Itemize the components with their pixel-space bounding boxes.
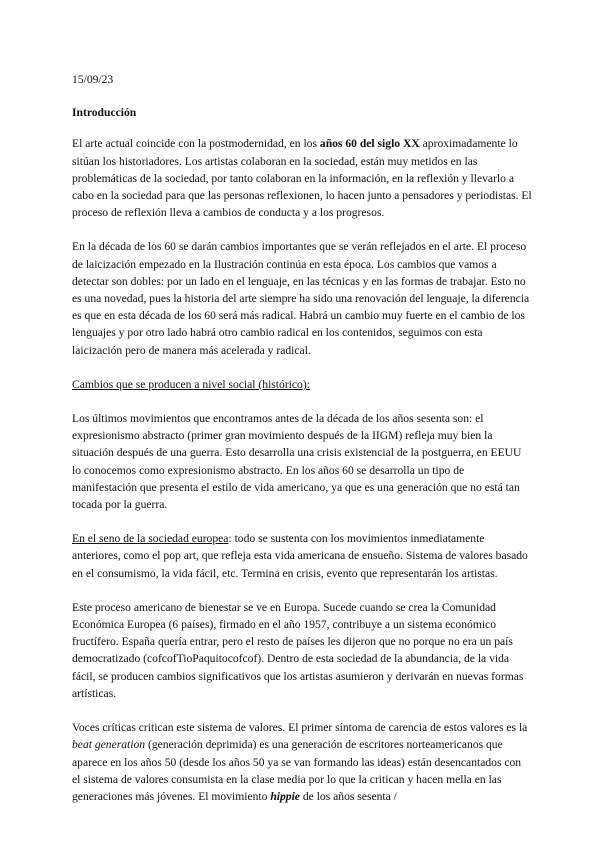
subheading-social-changes: Cambios que se producen a nivel social (histórico): <box>72 377 310 391</box>
paragraph-critical-voices <box>72 719 532 805</box>
paragraph-european-society-underlined: En el seno de la sociedad europea <box>72 532 229 546</box>
paragraph-european-society-rest: : todo se sustenta con los movimientos inmediatamente anteriores, como el pop art, que refleja esta vida americana de ensueño. Sistema de valores basado en el consumismo, la vida fácil, etc. Termina en crisis, evento que representarán los artistas. <box>72 532 528 580</box>
section-title: Introducción <box>72 106 137 120</box>
paragraph-critical-voices-e: de los años sesenta / <box>299 789 397 803</box>
paragraph-critical-voices-a: Voces críticas critican este sistema de valores. El primer síntoma de carencia de estos valores es la <box>72 721 528 735</box>
paragraph-european-society <box>72 530 532 582</box>
paragraph-intro-bold: años 60 del siglo XX <box>319 137 420 151</box>
paragraph-intro-text-a: El arte actual coincide con la postmodernidad, en los <box>72 137 320 151</box>
document-date: 15/09/23 <box>72 73 114 86</box>
paragraph-intro-text-c: aproximadamente lo sitúan los historiadores. Los artistas colaboran en la sociedad, están muy metidos en las problemáticas de la sociedad, por tanto colaboran en la información, en la reflexión y llevarlo a cabo en la sociedad para que las personas reflexionen, lo hacen junto a pensadores y periodistas. El proceso de reflexión lleva a cambios de conducta y a los progresos. <box>72 137 532 220</box>
paragraph-critical-voices-c: (generación deprimida) es una generación de escritores norteamericanos que aparece en los años 50 (desde los años 50 ya se van formando las ideas) están desencantados con el sistema de valores consumista en la clase media por lo que la critican y hacen mella en las generaciones más jóvenes. El movimiento <box>72 738 522 803</box>
paragraph-sixties: En la década de los 60 se darán cambios importantes que se verán reflejados en el arte. El proceso de laicización empezado en la Ilustración continúa en esta época. Los cambios que vamos a detectar son dobles: por un lado en el lenguaje, en las técnicas y en las formas de trabajar. Esto no es una novedad, pues la historia del arte siempre ha sido una renovación del lenguaje, la diferencia es que en esta década de los 60 será más radical. Habrá un cambio muy fuerte en el cambio de los lenguajes y por otro lado habrá otro cambio radical en los contenidos, seguimos con esta laicización pero de manera más acelerada y radical. <box>72 240 530 357</box>
beat-generation-term: beat generation <box>72 738 146 752</box>
paragraph-last-movements: Los últimos movimientos que encontramos antes de la década de los años sesenta son: el expresionismo abstracto (primer gran movimiento después de la IIGM) refleja muy bien la situación después de una guerra. Esto desarrolla una crisis existencial de la postguerra, en EEUU lo conocemos como expresionismo abstracto. En los años 60 se desarrolla un tipo de manifestación que presenta el estilo de vida americano, ya que es una generación que no está tan tocada por la guerra. <box>72 412 522 512</box>
paragraph-american-process: Este proceso americano de bienestar se ve en Europa. Sucede cuando se crea la Comunidad Económica Europea (6 países), firmado en el año 1957, contribuye a un sistema económico fructífero. España quería entrar, pero el resto de países les dijeron que no porque no era un país democratizado (cofcofTioPaquitocofcof). Dentro de esta sociedad de la abundancia, de la vida fácil, se producen cambios significativos que los artistas asumieron y derivarán en nuevas formas artísticas. <box>72 600 524 700</box>
document-body <box>72 71 532 822</box>
hippie-term: hippie <box>270 789 300 803</box>
paragraph-intro <box>72 135 532 221</box>
